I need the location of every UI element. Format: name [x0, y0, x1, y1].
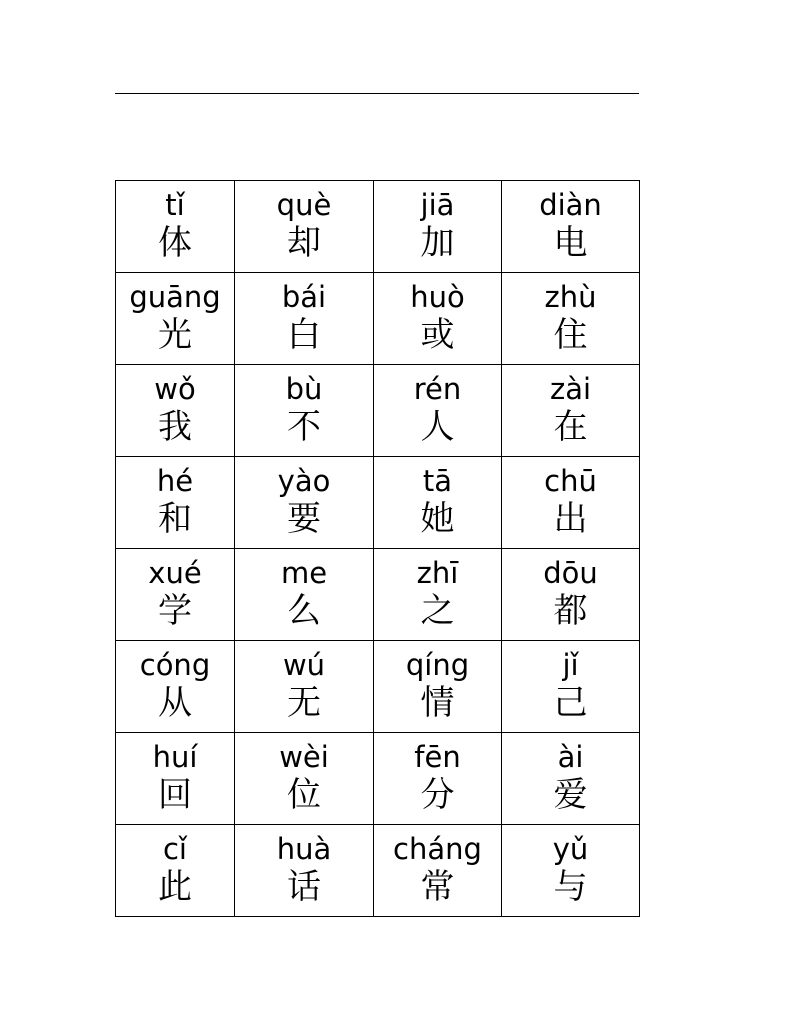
pinyin-label: huí: [152, 740, 198, 774]
character-label: 与: [553, 867, 588, 907]
table-cell: [116, 641, 235, 733]
table-cell: [116, 825, 235, 917]
table-cell: [502, 825, 640, 917]
character-label: 她: [420, 499, 455, 539]
pinyin-label: cóng: [139, 648, 211, 682]
table-cell: [116, 457, 235, 549]
table-cell: [374, 825, 502, 917]
pinyin-label: yào: [277, 464, 331, 498]
pinyin-label: zhù: [544, 280, 597, 314]
character-label: 和: [158, 499, 192, 539]
character-label: 无: [287, 683, 321, 723]
character-label: 学: [158, 591, 192, 631]
pinyin-label: tǐ: [165, 188, 185, 222]
pinyin-label: ài: [557, 740, 584, 774]
character-label: 分: [420, 775, 455, 815]
character-label: 回: [158, 775, 192, 815]
header-rule: [115, 93, 639, 94]
table-cell: [116, 549, 235, 641]
pinyin-label: me: [280, 556, 328, 590]
character-label: 或: [420, 315, 455, 355]
character-label: 体: [158, 223, 192, 263]
table-row: [116, 457, 640, 549]
character-label: 人: [420, 407, 455, 447]
character-label: 出: [553, 499, 588, 539]
table-cell: [235, 641, 374, 733]
pinyin-label: qíng: [405, 648, 470, 682]
character-label: 住: [553, 315, 588, 355]
pinyin-label: jǐ: [562, 648, 579, 682]
pinyin-label: xué: [148, 556, 202, 590]
table-cell: [116, 733, 235, 825]
pinyin-label: bù: [285, 372, 323, 406]
pinyin-label: diàn: [539, 188, 602, 222]
pinyin-label: hé: [156, 464, 194, 498]
character-label: 话: [287, 867, 321, 907]
character-label: 不: [287, 407, 321, 447]
character-label: 都: [553, 591, 588, 631]
table-row: [116, 825, 640, 917]
table-row: [116, 733, 640, 825]
table-cell: [116, 273, 235, 365]
table-cell: [374, 365, 502, 457]
table-body: [116, 181, 640, 917]
character-label: 从: [158, 683, 192, 723]
pinyin-label: zài: [549, 372, 592, 406]
pinyin-label: jiā: [420, 188, 455, 222]
table-cell: [374, 273, 502, 365]
table-cell: [502, 365, 640, 457]
pinyin-label: bái: [281, 280, 327, 314]
table-cell: [374, 733, 502, 825]
table-row: [116, 549, 640, 641]
pinyin-label: chū: [544, 464, 597, 498]
character-label: 白: [287, 315, 321, 355]
table-cell: [116, 181, 235, 273]
table-cell: [235, 365, 374, 457]
table-row: [116, 273, 640, 365]
table-cell: [235, 549, 374, 641]
table-cell: [116, 365, 235, 457]
pinyin-label: cǐ: [162, 832, 187, 866]
table-cell: [374, 641, 502, 733]
pinyin-label: yǔ: [552, 832, 589, 866]
pinyin-character-table: [115, 180, 640, 917]
table-cell: [235, 457, 374, 549]
character-label: 要: [287, 499, 321, 539]
table-cell: [235, 733, 374, 825]
table-cell: [374, 457, 502, 549]
table-cell: [235, 273, 374, 365]
character-label: 却: [287, 223, 321, 263]
character-label: 此: [158, 867, 192, 907]
character-label: 我: [158, 407, 192, 447]
character-label: 己: [553, 683, 588, 723]
table-cell: [374, 181, 502, 273]
table-row: [116, 365, 640, 457]
table-cell: [502, 549, 640, 641]
pinyin-label: wǒ: [154, 372, 196, 406]
character-label: 常: [420, 867, 455, 907]
character-label: 么: [287, 591, 321, 631]
table-cell: [502, 641, 640, 733]
pinyin-label: dōu: [543, 556, 598, 590]
table-cell: [502, 457, 640, 549]
pinyin-label: tā: [422, 464, 453, 498]
pinyin-label: huà: [276, 832, 332, 866]
table-cell: [235, 181, 374, 273]
pinyin-label: wú: [282, 648, 326, 682]
character-label: 爱: [553, 775, 588, 815]
character-label: 之: [420, 591, 455, 631]
table-row: [116, 641, 640, 733]
table-cell: [374, 549, 502, 641]
pinyin-label: guāng: [129, 280, 221, 314]
character-label: 情: [420, 683, 455, 723]
pinyin-label: fēn: [414, 740, 461, 774]
character-label: 电: [553, 223, 588, 263]
pinyin-label: què: [276, 188, 332, 222]
table-cell: [502, 181, 640, 273]
character-label: 加: [420, 223, 455, 263]
table-cell: [235, 825, 374, 917]
character-label: 在: [553, 407, 588, 447]
table-row: [116, 181, 640, 273]
pinyin-label: huò: [410, 280, 465, 314]
pinyin-label: rén: [413, 372, 462, 406]
character-label: 位: [287, 775, 321, 815]
pinyin-label: wèi: [279, 740, 329, 774]
table-cell: [502, 273, 640, 365]
character-label: 光: [158, 315, 192, 355]
table-cell: [502, 733, 640, 825]
pinyin-label: zhī: [416, 556, 459, 590]
pinyin-label: cháng: [393, 832, 482, 866]
